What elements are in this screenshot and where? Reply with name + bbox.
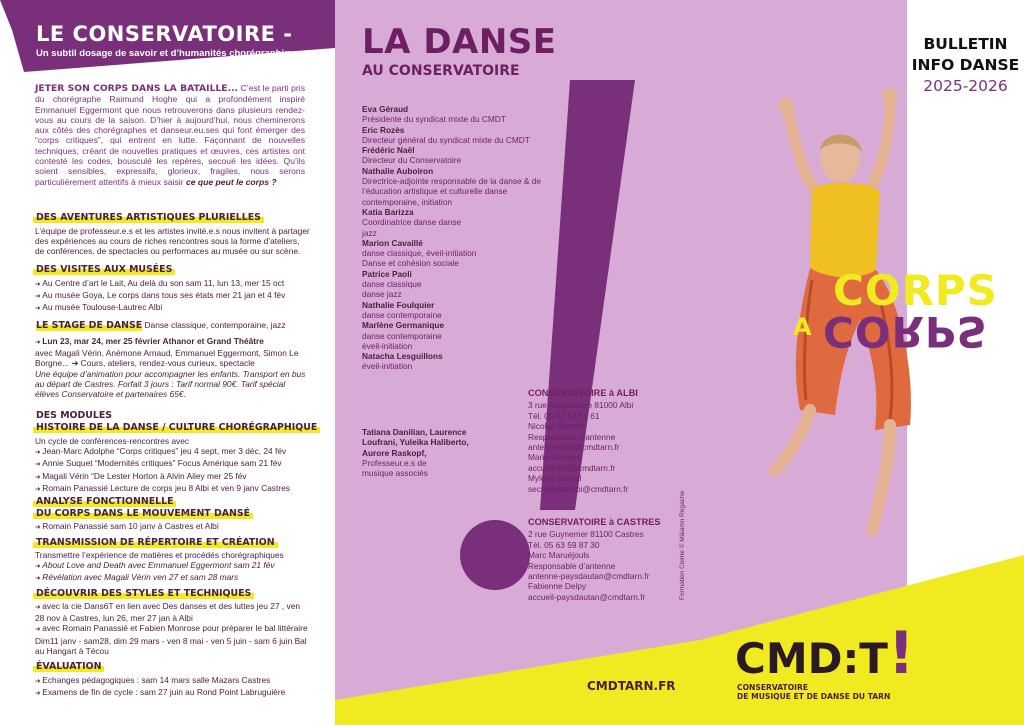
intro-text: C’est le parti pris du chorégraphe Raimund Hoghe qui a profondément inspiré Emmanuel Eggermont que nous retrouverons dans plusieurs rendez-vous au cours de la saison. D’hier à aujourd’hui, nous cheminerons aux côtés des chorégraphes et danseur.eu.ses qui font émerger des “corps critiques”, qui entrent en lutte. Façonnant de nouvelles techniques, créant de nouvelles pratiques et œuvres, ces artistes ont contesté les codes, bousculé les repères, secoué les idées. Qu’ils soient sensibles, expressifs, glorieux, fragiles, nous serons particulièrement attentifs à mieux saisir bbox=[35, 83, 305, 187]
stage-text: avec Magali Vérin, Anémone Arnaud, Emmanuel Eggermont, Simon Le Borgne... ➜ Cours, ateliers, rendez-vous curieux, spectacle bbox=[35, 348, 299, 369]
staff-name: Nathalie Foulquier bbox=[362, 299, 435, 310]
list-item: ➜ avec Romain Panassié et Fabien Monrose pour préparer le bal littéraire Dim11 janv - sam28, dim 29 mars - ven 8 mai - ven 5 juin - sam 6 juin Bal au Hangart à Técou bbox=[35, 623, 310, 656]
staff-name: Nathalie Auboiron bbox=[362, 165, 434, 176]
corps-a-corps-title bbox=[773, 266, 1003, 376]
section-title-decouvrir: DÉCOUVRIR DES STYLES ET TECHNIQUES bbox=[33, 588, 254, 599]
corps-word-top: CORPS bbox=[833, 266, 998, 315]
staff-role: Présidente du syndicat mixte du CMDT bbox=[362, 114, 506, 125]
staff-role: Directeur général du syndicat mixte du CMDT bbox=[362, 134, 530, 145]
staff-role: Coordinatrice danse danse jazz bbox=[362, 217, 462, 238]
list-item: ➜ Echanges pédagogiques : sam 14 mars salle Mazars Castres bbox=[35, 675, 310, 687]
albi-contact-name: Mylène Estival bbox=[528, 473, 582, 484]
staff-name: Katia Barizza bbox=[362, 206, 414, 217]
banner-subtitle: Un subtil dosage de savoir et d’humanités chorégraphiques bbox=[36, 48, 307, 59]
stage-subtitle: Danse classique, contemporaine, jazz bbox=[142, 320, 286, 330]
corps-word-bottom: CORPS bbox=[823, 307, 988, 356]
castres-contact-name: Marc Maruéjouls bbox=[528, 550, 590, 561]
staff-role: danse classique, éveil-initiation Danse et cohésion sociale bbox=[362, 248, 477, 269]
photo-credit: Formation Colme © Mäiamn Régache bbox=[679, 490, 686, 600]
castres-contact-role: Responsable d’antenne bbox=[528, 560, 616, 571]
cmdt-logo-text: CMD:T bbox=[735, 634, 888, 683]
stage-dates-text: Lun 23, mar 24, mer 25 février Athanor et Grand Théâtre bbox=[42, 336, 264, 346]
list-item: ➜ Romain Panassié Lecture de corps jeu 8 Albi et ven 9 janv Castres bbox=[35, 483, 310, 495]
castres-email[interactable]: accueil-paysdautan@cmdtarn.fr bbox=[528, 591, 646, 602]
associate-names: Tatiana Danilian, Laurence Loufrani, Yuleika Haliberto, Aurore Raskopf, bbox=[362, 427, 469, 458]
albi-title: CONSERVATOIRE à ALBI bbox=[528, 388, 638, 398]
cmdt-logo bbox=[735, 619, 915, 687]
list-item: ➜ Au musée Goya, Le corps dans tous ses états mer 21 jan et 4 fév bbox=[35, 290, 310, 302]
bulletin-year: 2025-2026 bbox=[923, 77, 1008, 95]
section-title-aventures: DES AVENTURES ARTISTIQUES PLURIELLES bbox=[33, 212, 264, 223]
stage-title: LE STAGE DE DANSE bbox=[36, 320, 143, 331]
castres-address: 2 rue Guynemer 81100 Castres bbox=[528, 529, 644, 540]
histoire-intro: Un cycle de conférences-rencontres avec bbox=[35, 436, 190, 446]
section-title-evaluation: ÉVALUATION bbox=[33, 661, 104, 672]
albi-contact-name: Nicolas Storchi bbox=[528, 421, 584, 432]
staff-name: Natacha Lesguillons bbox=[362, 351, 443, 362]
staff-name: Eric Rozès bbox=[362, 124, 405, 135]
section-title-modules: DES MODULES bbox=[36, 410, 113, 421]
transmission-intro: Transmettre l’expérience de matières et procédés chorégraphiques bbox=[35, 550, 284, 560]
stage-italic-text: Une équipe d’animation pour accompagner les enfants. Transport en bus au départ de Castres. Forfait 3 jours : Tarif normal 90€. Tarif spécial élèves Conservatoire et partenaires 65€. bbox=[35, 368, 306, 400]
list-item: ➜ Jean-Marc Adolphe “Corps critiques” jeu 4 sept, mer 3 déc, 24 fév bbox=[35, 446, 310, 458]
staff-name: Marlène Germanique bbox=[362, 320, 445, 331]
list-item: ➜ Au musée Toulouse-Lautrec Albi bbox=[35, 302, 310, 314]
intro-emphasis: ce que peut le corps ? bbox=[185, 176, 277, 187]
staff-role: danse contemporaine bbox=[362, 309, 442, 320]
castres-email[interactable]: antenne-paysdautan@cmdtarn.fr bbox=[528, 571, 650, 582]
staff-name: Frédéric Naël bbox=[362, 145, 415, 156]
cmdt-exclaim-icon: ! bbox=[887, 619, 915, 687]
associate-role: Professeur.e.s de musique associés bbox=[362, 457, 428, 479]
cmdt-name bbox=[737, 683, 890, 701]
albi-contact-name: Marie Laurens bbox=[528, 452, 582, 463]
list-item: ➜ avec la cie Dans6T en lien avec Des danses et des luttes jeu 27 , ven 28 nov à Castres, lun 26, mer 27 jan à Albi bbox=[35, 601, 310, 623]
albi-contact-role: Responsable d’antenne bbox=[528, 431, 616, 442]
staff-role: danse contemporaine éveil-initiation bbox=[362, 330, 442, 351]
staff-role: éveil-initiation bbox=[362, 361, 413, 372]
panel-title: LA DANSE bbox=[362, 22, 557, 62]
albi-address: 3 rue Roquelaure 81000 Albi bbox=[528, 400, 634, 411]
cmdt-name-line1: CONSERVATOIRE bbox=[737, 683, 809, 692]
staff-role: Directrice-adjointe responsable de la danse & de l’éducation artistique et culturelle danse contemporaine, initiation bbox=[362, 176, 541, 207]
list-item: ➜ Magali Vérin “De Lester Horton à Alvin Ailey mer 25 fév bbox=[35, 471, 310, 483]
staff-role: danse classique danse jazz bbox=[362, 279, 422, 300]
list-item-text: Révélation avec Magali Vérin ven 27 et sam 28 mars bbox=[42, 572, 239, 583]
staff-name: Marion Cavaillé bbox=[362, 237, 423, 248]
banner-title: LE CONSERVATOIRE - bbox=[36, 22, 293, 46]
list-item: ➜ Examens de fin de cycle : sam 27 juin au Rond Point Labruguière bbox=[35, 687, 310, 699]
list-item: ➜ Au Centre d’art le Lait, Au delà du son sam 11, lun 13, mer 15 oct bbox=[35, 278, 310, 290]
list-item: ➜ Annie Suquet “Modernités critiques” Focus Amérique sam 21 fév bbox=[35, 458, 310, 470]
albi-email[interactable]: accueil-albi@cmdtarn.fr bbox=[528, 462, 616, 473]
panel-subtitle: AU CONSERVATOIRE bbox=[362, 63, 520, 79]
albi-phone: Tél. 05 63 54 51 61 bbox=[528, 410, 600, 421]
bulletin-line-2: INFO DANSE bbox=[911, 56, 1020, 74]
list-item: ➜ Romain Panassié sam 10 janv à Castres et Albi bbox=[35, 521, 310, 533]
staff-name: Patrice Paoli bbox=[362, 268, 412, 279]
albi-email[interactable]: antenne-albi@cmdtarn.fr bbox=[528, 442, 620, 453]
bulletin-line-1: BULLETIN bbox=[923, 35, 1008, 53]
castres-contact-name: Fabienne Delpy bbox=[528, 581, 587, 592]
castres-phone: Tél. 05 63 59 87 30 bbox=[528, 539, 600, 550]
staff-name: Eva Géraud bbox=[362, 104, 409, 114]
section-title-analyse: ANALYSE FONCTIONNELLE bbox=[33, 496, 176, 507]
section-title-analyse-b: DU CORPS DANS LE MOUVEMENT DANSÉ bbox=[33, 508, 253, 519]
section-title-histoire: HISTOIRE DE LA DANSE / CULTURE CHORÉGRAPHIQUE bbox=[33, 422, 320, 433]
corps-word-a: A bbox=[793, 313, 812, 341]
list-item-text: About Love and Death avec Emmanuel Eggermont sam 21 fév bbox=[42, 560, 275, 571]
section-title-transmission: TRANSMISSION DE RÉPERTOIRE ET CRÉATION bbox=[33, 537, 278, 548]
intro-lead: JETER SON CORPS DANS LA BATAILLE... bbox=[35, 83, 239, 94]
section-title-visites: DES VISITES AUX MUSÉES bbox=[33, 264, 175, 275]
albi-email[interactable]: secretariat-albi@cmdtarn.fr bbox=[528, 483, 629, 494]
section-body-aventures: L’équipe de professeur.e.s et les artistes invité.e.s nous invitent à partager des expériences au cours de riches rencontres sous la forme d’ateliers, de conférences, de spectacles ou performaces au musée ou sur scène. bbox=[35, 226, 310, 257]
website-link[interactable]: CMDTARN.FR bbox=[587, 679, 676, 693]
cmdt-name-line2: DE MUSIQUE ET DE DANSE DU TARN bbox=[737, 692, 891, 701]
castres-title: CONSERVATOIRE à CASTRES bbox=[528, 517, 661, 527]
staff-role: Directeur du Conservatoire bbox=[362, 155, 462, 166]
